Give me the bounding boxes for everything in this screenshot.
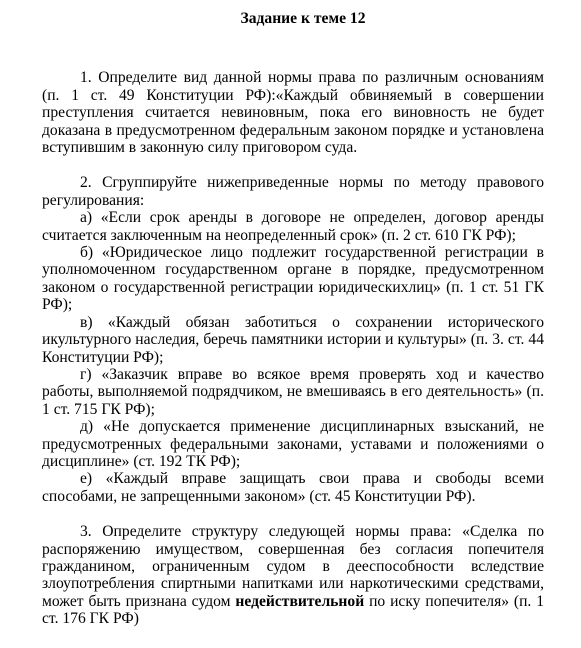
task-2-item-a: а) «Если срок аренды в договоре не определен, договор аренды считается заключенным на неопределенный срок» (п. 2 ст. 610 ГК РФ); — [42, 209, 544, 244]
task-2-item-e: е) «Каждый вправе защищать свои права и свободы всеми способами, не запрещенными законом» (ст. 45 Конституции РФ). — [42, 470, 544, 505]
task-1 — [42, 69, 544, 156]
task-2-item-g: г) «Заказчик вправе во всякое время проверять ход и качество работы, выполняемой подрядчиком, не вмешиваясь в его деятельность» (п. 1 ст. 715 ГК РФ); — [42, 365, 544, 418]
task-3-text-end: по иску попечителя» (п. 1 ст. 176 ГК РФ) — [42, 592, 544, 628]
task-3-text — [42, 523, 544, 627]
task-3 — [42, 523, 544, 627]
task-2-items — [42, 209, 544, 505]
task-3-bold-word: недействительной — [235, 592, 365, 610]
task-2-item-v: в) «Каждый обязан заботиться о сохранении исторического икультурного наследия, беречь памятники истории и культуры» (п. 3. ст. 44 Конституции РФ); — [42, 313, 544, 366]
document-title: Задание к теме 12 — [240, 10, 366, 27]
task-2-intro: 2. Сгруппируйте нижеприведенные нормы по методу правового регулирования: — [42, 174, 544, 209]
task-2 — [42, 174, 544, 505]
task-2-item-d: д) «Не допускается применение дисциплинарных взысканий, не предусмотренных федеральными законами, уставами и положениями о дисциплине» (ст. 192 ТК РФ); — [42, 418, 544, 470]
task-2-item-b: б) «Юридическое лицо подлежит государственной регистрации в уполномоченном государственном органе в порядке, предусмотренном законом о государственной регистрации юридическихлиц» (п. 1 ст. 51 ГК РФ); — [42, 244, 544, 314]
task-1-text: 1. Определите вид данной нормы права по различным основаниям (п. 1 ст. 49 Конституции РФ):«Каждый обвиняемый в совершении преступления считается невиновным, пока его виновность не будет доказана в предусмотренном федеральным законом порядке и установлена вступившим в законную силу приговором суда. — [42, 69, 544, 157]
task-3-text-start: 3. Определите структуру следующей нормы права: «Сделка по распоряжению имуществом, совершенная без согласия попечителя гражданином, ограниченным судом в дееспособности вследствие злоупотребления спиртными напитками или наркотическими средствами, может быть признана судом — [42, 523, 544, 610]
document-page — [42, 10, 544, 646]
